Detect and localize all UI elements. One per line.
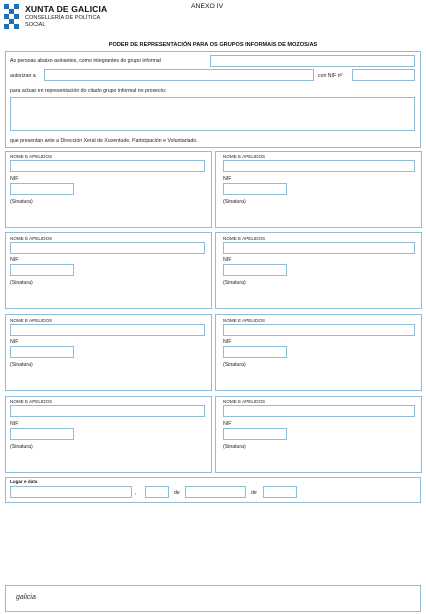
name-label: NOME E APELIDOS xyxy=(223,399,266,404)
authorize-label: autorizan a xyxy=(10,73,36,79)
nif-label: NIF xyxy=(10,339,19,345)
footer-bar xyxy=(5,585,421,612)
place-date-label: Lugar e data xyxy=(10,479,38,484)
month-input[interactable] xyxy=(185,486,246,498)
nif-label: NIF xyxy=(223,421,232,427)
nif-input[interactable] xyxy=(10,346,74,358)
nif-input[interactable] xyxy=(10,183,74,195)
name-input[interactable] xyxy=(10,242,205,254)
nif-label: NIF xyxy=(10,421,19,427)
name-input[interactable] xyxy=(223,324,415,336)
nif-input[interactable] xyxy=(223,183,287,195)
nif-input[interactable] xyxy=(223,264,287,276)
nif-label: NIF xyxy=(10,257,19,263)
signature-label: (Sinatura) xyxy=(223,444,246,450)
name-input[interactable] xyxy=(10,405,205,417)
day-input[interactable] xyxy=(145,486,169,498)
nif-input[interactable] xyxy=(10,428,74,440)
nif-input[interactable] xyxy=(223,346,287,358)
signature-label: (Sinatura) xyxy=(10,362,33,368)
signature-label: (Sinatura) xyxy=(10,199,33,205)
nif-input[interactable] xyxy=(10,264,74,276)
name-label: NOME E APELIDOS xyxy=(223,236,266,241)
nif-input[interactable] xyxy=(223,428,287,440)
brand-subtitle xyxy=(25,15,100,29)
year-input[interactable] xyxy=(263,486,297,498)
representative-nif-input[interactable] xyxy=(352,69,415,81)
nif-label: NIF xyxy=(223,257,232,263)
name-input[interactable] xyxy=(223,160,415,172)
signature-label: (Sinatura) xyxy=(223,280,246,286)
name-label: NOME E APELIDOS xyxy=(223,154,266,159)
signature-label: (Sinatura) xyxy=(223,199,246,205)
act-as-label: para actuar en representación do citado grupo informal no proxecto: xyxy=(10,88,167,94)
name-label: NOME E APELIDOS xyxy=(10,318,53,323)
nif-label: NIF xyxy=(223,176,232,182)
signature-label: (Sinatura) xyxy=(10,444,33,450)
place-input[interactable] xyxy=(10,486,132,498)
presented-label: que presentan ante a Dirección Xeral de Xuventude, Participación e Voluntariado. xyxy=(10,138,198,144)
galicia-logo: galicia xyxy=(16,594,36,601)
nif-label: NIF xyxy=(223,339,232,345)
name-label: NOME E APELIDOS xyxy=(10,154,53,159)
comma-separator: , xyxy=(135,490,137,496)
name-label: NOME E APELIDOS xyxy=(10,399,53,404)
name-input[interactable] xyxy=(10,324,205,336)
nif-label: NIF xyxy=(10,176,19,182)
representative-name-input[interactable] xyxy=(44,69,314,81)
nif-number-label: con NIF nº xyxy=(318,73,343,79)
document-title: PODER DE REPRESENTACIÓN PARA OS GRUPOS INFORMAIS DE MOZOS/AS xyxy=(108,42,318,48)
of-label-1: de xyxy=(174,490,180,496)
brand-subtitle-line-2: SOCIAL xyxy=(25,22,46,28)
xunta-logo-icon xyxy=(4,4,19,30)
name-input[interactable] xyxy=(223,242,415,254)
group-name-input[interactable] xyxy=(210,55,415,67)
name-input[interactable] xyxy=(10,160,205,172)
signature-label: (Sinatura) xyxy=(223,362,246,368)
of-label-2: de xyxy=(251,490,257,496)
name-label: NOME E APELIDOS xyxy=(223,318,266,323)
annex-label: ANEXO IV xyxy=(191,3,224,10)
name-label: NOME E APELIDOS xyxy=(10,236,53,241)
project-textarea[interactable] xyxy=(10,97,415,131)
brand-title: XUNTA DE GALICIA xyxy=(25,4,108,14)
group-members-label: As persoas abaixo asinantes, como integrantes do grupo informal xyxy=(10,58,161,64)
signature-label: (Sinatura) xyxy=(10,280,33,286)
name-input[interactable] xyxy=(223,405,415,417)
brand-subtitle-line-1: CONSELLERÍA DE POLÍTICA xyxy=(25,15,101,21)
